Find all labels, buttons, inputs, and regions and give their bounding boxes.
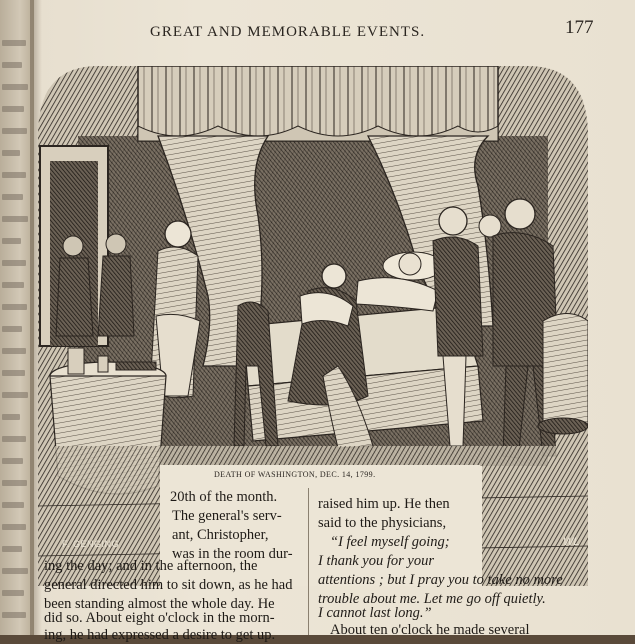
right-text-line: “I feel myself going; — [330, 534, 450, 550]
left-text-line: did so. About eight o'clock in the morn- — [44, 610, 275, 626]
left-text-line: ing, he had expressed a desire to get up. — [44, 627, 276, 643]
right-text-line: attentions ; but I pray you to take no more — [318, 572, 563, 588]
right-text-line: said to the physicians, — [318, 515, 447, 531]
right-text-line: trouble about me. Let me go off quietly. — [318, 591, 546, 607]
right-text-line: raised him up. He then — [318, 496, 450, 512]
left-text-line: general directed him to sit down, as he had — [44, 577, 293, 593]
left-text-line: ant, Christopher, — [172, 527, 269, 543]
running-head: GREAT AND MEMORABLE EVENTS. — [150, 24, 426, 40]
column-rule — [308, 488, 309, 635]
left-text-line: was in the room dur- — [172, 546, 293, 562]
engraver-monogram: WL — [563, 536, 580, 548]
engraving-illustration — [38, 66, 588, 586]
previous-page-edge — [0, 0, 34, 635]
page-number: 177 — [565, 17, 594, 38]
right-text-line: About ten o'clock he made several — [330, 622, 530, 638]
left-text-line: The general's serv- — [172, 508, 282, 524]
right-text-line: I cannot last long.” — [318, 605, 432, 621]
engraver-signature: F. GENGING — [62, 539, 120, 549]
right-text-line: I thank you for your — [318, 553, 434, 569]
left-text-line: 20th of the month. — [170, 489, 278, 505]
left-text-line: been standing almost the whole day. He — [44, 596, 275, 612]
illustration-caption: DEATH OF WASHINGTON, DEC. 14, 1799. — [214, 470, 376, 479]
left-text-line: ing the day; and in the afternoon, the — [44, 558, 258, 574]
